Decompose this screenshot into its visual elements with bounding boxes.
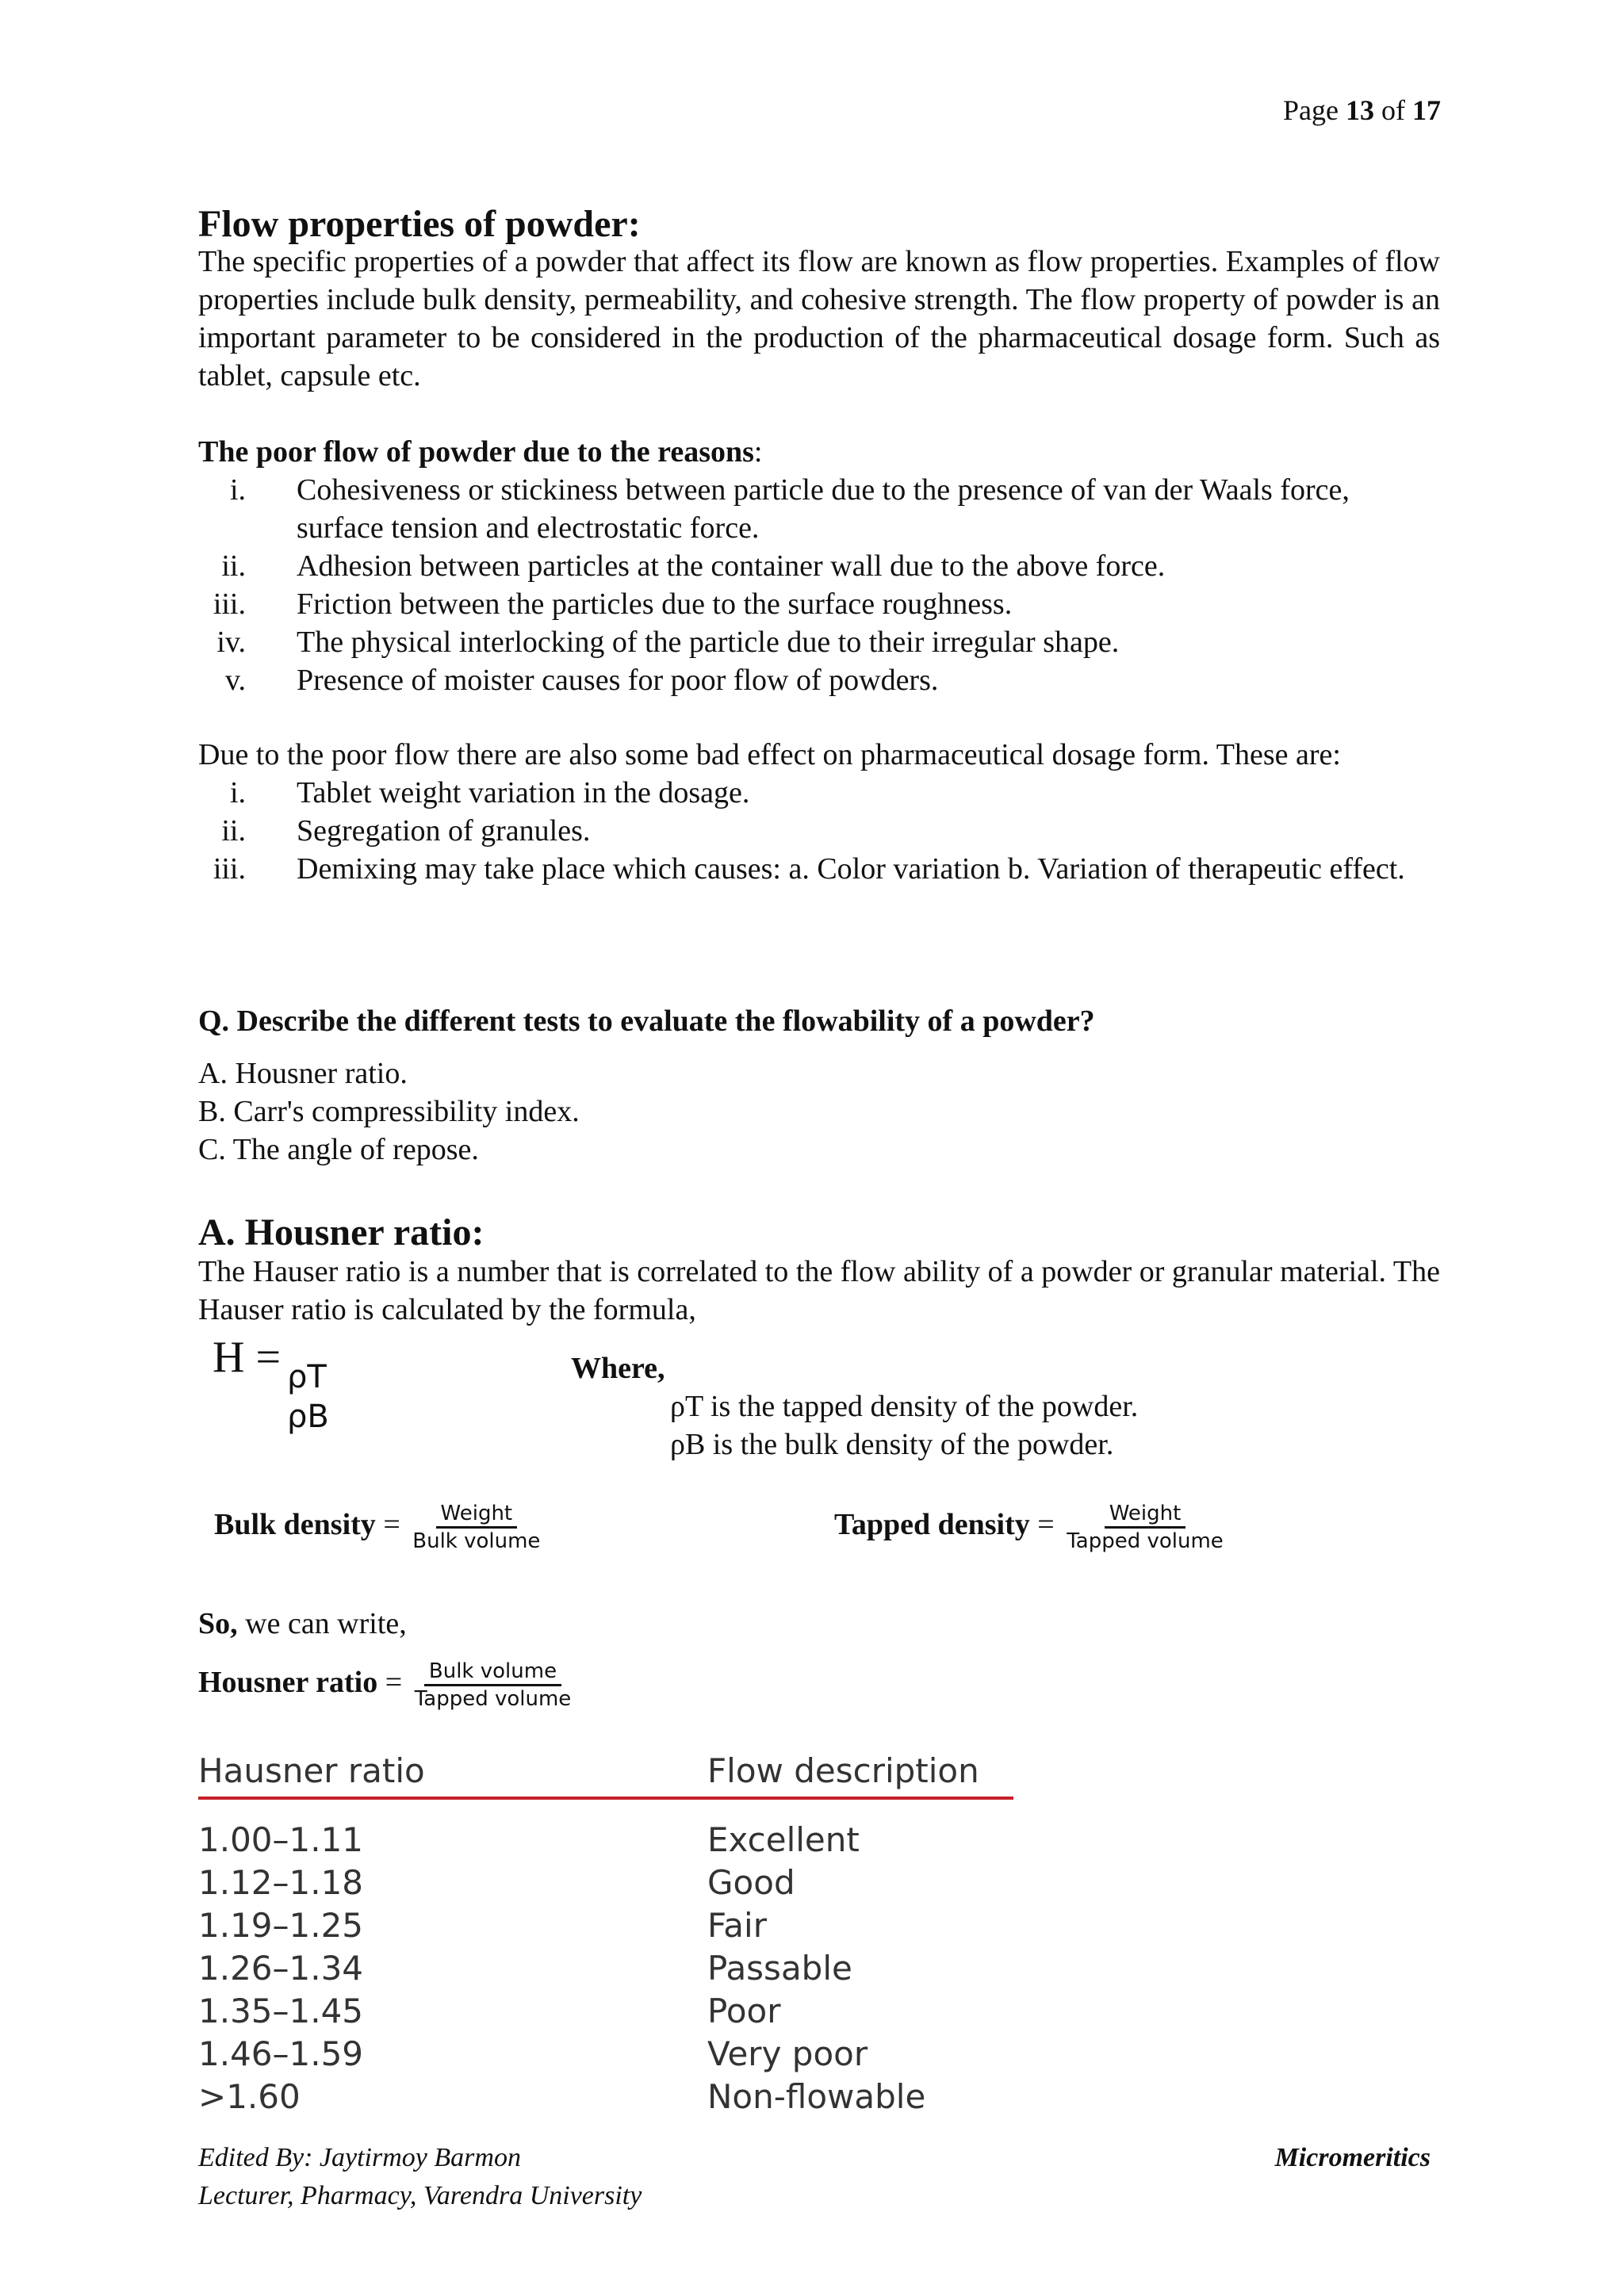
section-title-flow-properties: Flow properties of powder: bbox=[198, 203, 641, 245]
hausner-table-body bbox=[198, 1819, 1015, 2118]
hausner-table bbox=[198, 1749, 1015, 2114]
effects-list bbox=[198, 774, 1440, 888]
bulk-density-fraction bbox=[408, 1501, 545, 1554]
table-cell-description: Good bbox=[707, 1863, 795, 1902]
h-formula bbox=[213, 1333, 329, 1437]
effect-item bbox=[198, 774, 1440, 812]
reason-item-text: Cohesiveness or stickiness between particle due to the presence of van der Waals force, surface tension and electrostatic force. bbox=[297, 473, 1350, 545]
bulk-density-numerator: Weight bbox=[436, 1501, 518, 1529]
where-def-bulk: ρB is the bulk density of the powder. bbox=[670, 1428, 1114, 1461]
effect-item bbox=[198, 812, 1440, 850]
reason-item bbox=[198, 661, 1440, 699]
footer-affiliation: Lecturer, Pharmacy, Varendra University bbox=[198, 2181, 642, 2210]
effect-item-number: ii. bbox=[221, 814, 246, 848]
housner-ratio-formula bbox=[198, 1659, 576, 1712]
reasons-heading-text: The poor flow of powder due to the reasons bbox=[198, 435, 754, 469]
table-cell-ratio: 1.19–1.25 bbox=[198, 1906, 364, 1945]
tapped-density-numerator: Weight bbox=[1105, 1501, 1186, 1529]
table-cell-description: Non-flowable bbox=[707, 2077, 926, 2116]
housner-ratio-denominator: Tapped volume bbox=[414, 1687, 572, 1711]
table-cell-ratio: 1.46–1.59 bbox=[198, 2034, 364, 2073]
effect-item bbox=[198, 850, 1440, 888]
table-cell-ratio: 1.26–1.34 bbox=[198, 1949, 364, 1988]
page-current: 13 bbox=[1346, 94, 1374, 126]
reason-item-text: Presence of moister causes for poor flow of powders. bbox=[297, 664, 939, 697]
question-text: Q. Describe the different tests to evaluate the flowability of a powder? bbox=[198, 1004, 1095, 1038]
reason-item-number: v. bbox=[224, 664, 246, 697]
table-row bbox=[198, 1947, 1015, 1990]
section-title-housner-ratio: A. Housner ratio: bbox=[198, 1211, 485, 1253]
housner-ratio-equals: = bbox=[385, 1666, 403, 1700]
housner-ratio-label: Housner ratio bbox=[198, 1666, 378, 1700]
table-cell-description: Excellent bbox=[707, 1820, 860, 1859]
bulk-density-label: Bulk density bbox=[214, 1508, 376, 1542]
flow-properties-paragraph: The specific properties of a powder that affect its flow are known as flow properties. Examples of flow properties include bulk density, permeability, and cohesive strength. The flow property of powder is an important parameter to be considered in the production of the pharmaceutical dosage form. Such as tablet, capsule etc. bbox=[198, 245, 1440, 392]
housner-ratio-numerator: Bulk volume bbox=[424, 1659, 561, 1686]
reason-item-number: iv. bbox=[216, 626, 246, 659]
reasons-list bbox=[198, 471, 1440, 699]
reason-item-text: The physical interlocking of the particle due to their irregular shape. bbox=[297, 626, 1120, 659]
housner-paragraph: The Hauser ratio is a number that is correlated to the flow ability of a powder or granular material. The Hauser ratio is calculated by the formula, bbox=[198, 1255, 1440, 1326]
tapped-density-fraction bbox=[1062, 1501, 1228, 1554]
reason-item-text: Adhesion between particles at the container wall due to the above force. bbox=[297, 549, 1166, 583]
footer-editor: Edited By: Jaytirmoy Barmon bbox=[198, 2143, 521, 2172]
table-row bbox=[198, 1862, 1015, 1904]
effect-item-number: i. bbox=[229, 776, 246, 809]
hausner-table-header-description: Flow description bbox=[707, 1751, 979, 1790]
where-def-tapped: ρT is the tapped density of the powder. bbox=[670, 1390, 1139, 1423]
footer-subject: Micromeritics bbox=[1274, 2143, 1431, 2172]
effect-item-text: Segregation of granules. bbox=[297, 814, 591, 848]
answer-item: B. Carr's compressibility index. bbox=[198, 1095, 580, 1128]
bulk-density-denominator: Bulk volume bbox=[412, 1529, 541, 1553]
h-formula-denominator: ρB bbox=[287, 1399, 329, 1435]
reason-item bbox=[198, 547, 1440, 585]
effect-item-number: iii. bbox=[213, 852, 246, 886]
table-cell-ratio: 1.35–1.45 bbox=[198, 1992, 364, 2030]
hausner-table-header bbox=[198, 1749, 1015, 1793]
tapped-density-label: Tapped density bbox=[834, 1508, 1030, 1542]
h-formula-lhs: H = bbox=[213, 1333, 282, 1383]
reason-item bbox=[198, 585, 1440, 623]
h-formula-numerator: ρT bbox=[287, 1359, 327, 1395]
answer-list bbox=[198, 1054, 1440, 1169]
so-we-can-write bbox=[198, 1605, 407, 1643]
table-cell-description: Fair bbox=[707, 1906, 767, 1945]
page-of: of bbox=[1381, 94, 1405, 126]
reason-item-number: i. bbox=[229, 473, 246, 507]
bulk-density-equals: = bbox=[383, 1508, 400, 1542]
where-label: Where, bbox=[571, 1352, 665, 1385]
hausner-table-header-ratio: Hausner ratio bbox=[198, 1751, 425, 1790]
table-cell-description: Passable bbox=[707, 1949, 852, 1988]
page-total: 17 bbox=[1412, 94, 1441, 126]
table-row bbox=[198, 1904, 1015, 1947]
table-cell-ratio: >1.60 bbox=[198, 2077, 301, 2116]
reasons-heading bbox=[198, 433, 1440, 471]
effect-item-text: Tablet weight variation in the dosage. bbox=[297, 776, 750, 809]
table-cell-ratio: 1.00–1.11 bbox=[198, 1820, 364, 1859]
tapped-density-formula bbox=[834, 1501, 1228, 1554]
table-row bbox=[198, 1819, 1015, 1862]
reasons-heading-colon: : bbox=[753, 435, 763, 469]
so-bold: So, bbox=[198, 1607, 238, 1640]
tapped-density-denominator: Tapped volume bbox=[1067, 1529, 1224, 1553]
bulk-density-formula bbox=[214, 1501, 545, 1554]
reason-item bbox=[198, 623, 1440, 661]
reason-item-number: iii. bbox=[213, 587, 246, 621]
table-cell-ratio: 1.12–1.18 bbox=[198, 1863, 364, 1902]
housner-ratio-fraction bbox=[410, 1659, 576, 1712]
h-formula-fraction bbox=[287, 1357, 329, 1437]
page-label: Page bbox=[1283, 94, 1339, 126]
hausner-table-rule bbox=[198, 1797, 1013, 1800]
table-row bbox=[198, 2076, 1015, 2118]
answer-item: C. The angle of repose. bbox=[198, 1133, 479, 1166]
reason-item-number: ii. bbox=[221, 549, 246, 583]
answer-item: A. Housner ratio. bbox=[198, 1057, 408, 1090]
reason-item-text: Friction between the particles due to the surface roughness. bbox=[297, 587, 1013, 621]
table-cell-description: Very poor bbox=[707, 2034, 868, 2073]
so-rest: we can write, bbox=[237, 1607, 407, 1640]
table-row bbox=[198, 2033, 1015, 2076]
reason-item bbox=[198, 471, 1440, 547]
effect-item-text: Demixing may take place which causes: a. Color variation b. Variation of therapeutic effect. bbox=[297, 852, 1405, 886]
tapped-density-equals: = bbox=[1037, 1508, 1055, 1542]
table-row bbox=[198, 1990, 1015, 2033]
page-number bbox=[1283, 94, 1441, 127]
effects-intro: Due to the poor flow there are also some bad effect on pharmaceutical dosage form. These are: bbox=[198, 738, 1341, 771]
table-cell-description: Poor bbox=[707, 1992, 781, 2030]
